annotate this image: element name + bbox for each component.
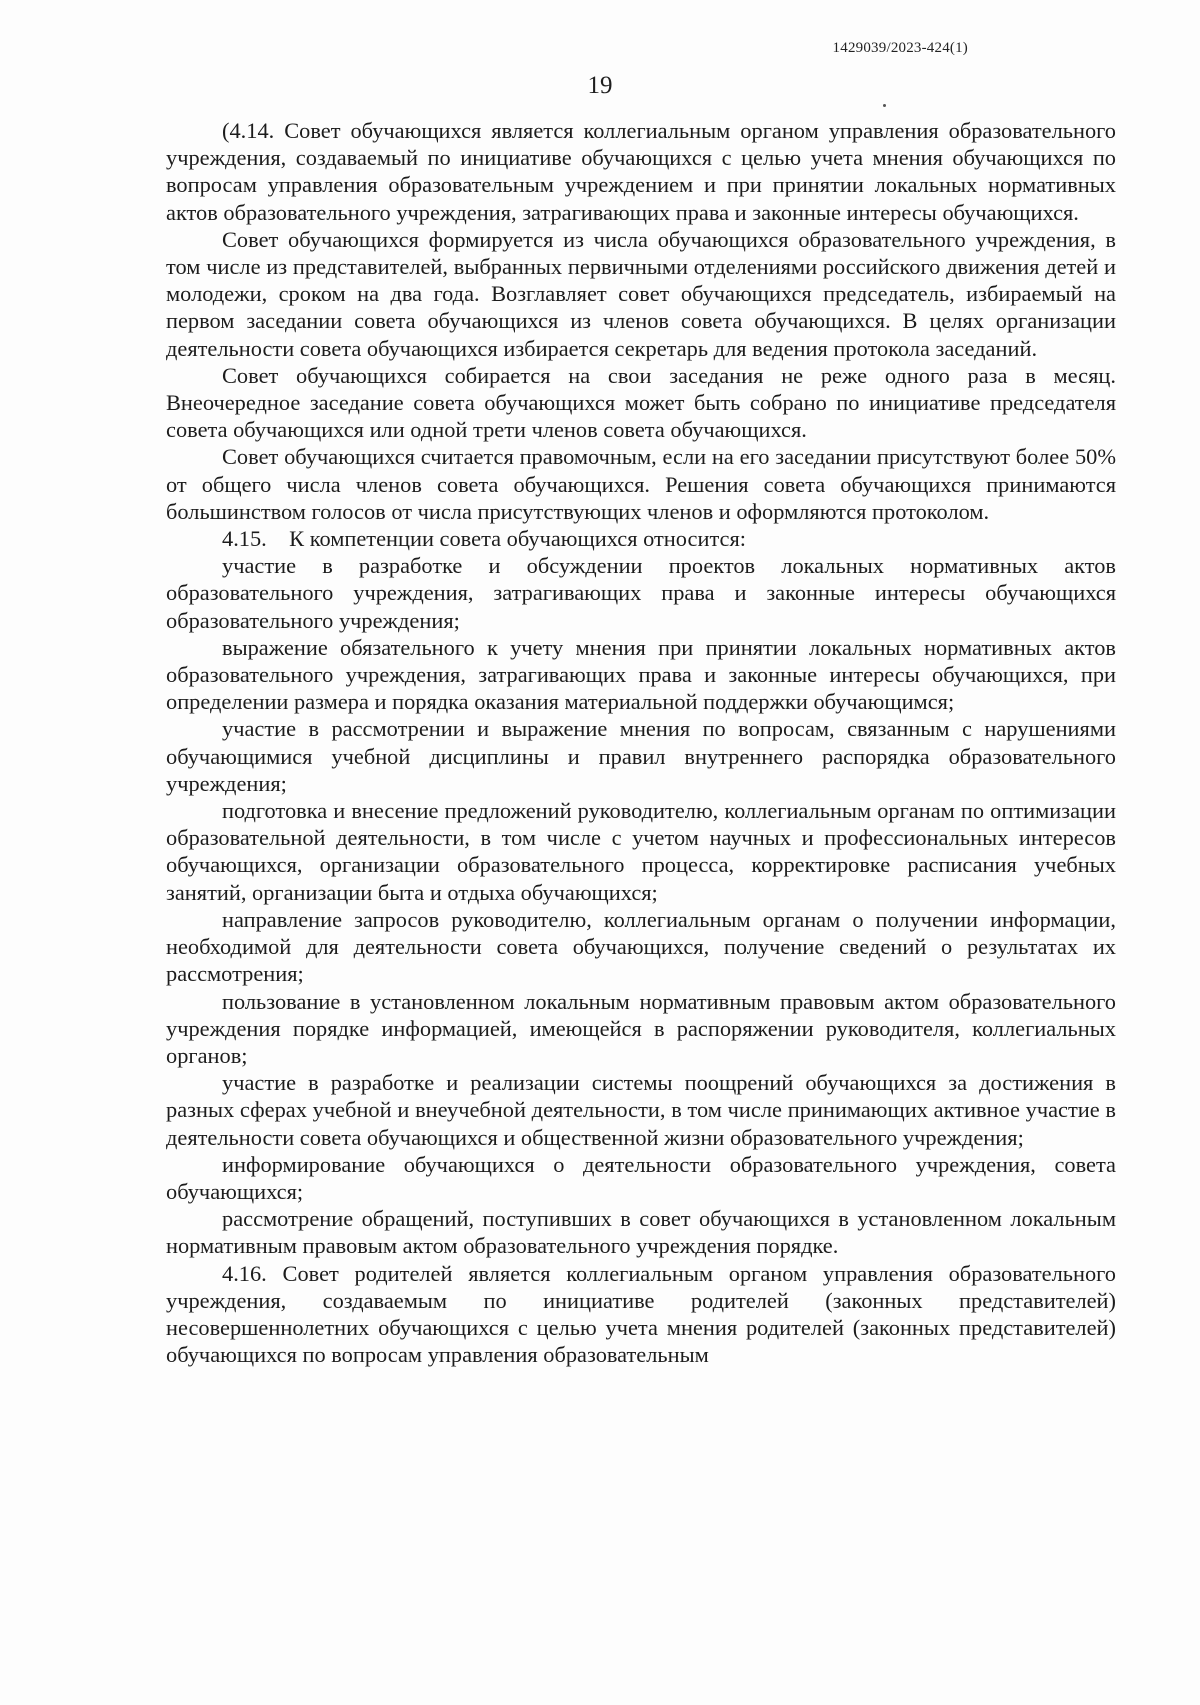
page-number: 19 <box>587 72 613 99</box>
competence-item: выражение обязательного к учету мнения при принятии локальных нормативных актов образовательного учреждения, затрагивающих права и законные интересы обучающихся, при определении размера и порядка оказания материальной поддержки обучающимся; <box>166 634 1116 715</box>
document-number: 1429039/2023-424(1) <box>832 40 968 56</box>
paragraph-4-14: (4.14. Совет обучающихся является коллегиальным органом управления образовательного учреждения, создаваемый по инициативе обучающихся с целью учета мнения обучающихся по вопросам управления образовательным учреждением и при принятии локальных нормативных актов образовательного учреждения, затрагивающих права и законные интересы обучающихся. <box>166 118 1116 225</box>
paragraph-council-meetings: Совет обучающихся собирается на свои заседания не реже одного раза в месяц. Внеочередное заседание совета обучающихся может быть собрано по инициативе председателя совета обучающихся или одной трети членов совета обучающихся. <box>166 362 1116 443</box>
competence-item: информирование обучающихся о деятельности образовательного учреждения, совета обучающихся; <box>166 1151 1116 1204</box>
paragraph-council-formation: Совет обучающихся формируется из числа обучающихся образовательного учреждения, в том числе из представителей, выбранных первичными отделениями российского движения детей и молодежи, сроком на два года. Возглавляет совет обучающихся председатель, избираемый на первом заседании совета обучающихся из членов совета обучающихся. В целях организации деятельности совета обучающихся избирается секретарь для ведения протокола заседаний. <box>166 226 1116 361</box>
competence-item: рассмотрение обращений, поступивших в совет обучающихся в установленном локальным нормативным правовым актом образовательного учреждения порядке. <box>166 1206 1116 1259</box>
paragraph-council-quorum: Совет обучающихся считается правомочным, если на его заседании присутствуют более 50% от общего числа членов совета обучающихся. Решения совета обучающихся принимаются большинством голосов от числа присутствующих членов и оформляются протоколом. <box>166 444 1116 524</box>
competence-item: подготовка и внесение предложений руководителю, коллегиальным органам по оптимизации образовательной деятельности, в том числе с учетом научных и профессиональных интересов обучающихся, организации образовательного процесса, корректировке расписания учебных занятий, организации быта и отдыха обучающихся; <box>166 798 1116 905</box>
paragraph-4-15: 4.15. К компетенции совета обучающихся относится: <box>222 526 746 552</box>
competence-item: участие в разработке и реализации системы поощрений обучающихся за достижения в разных сферах учебной и внеучебной деятельности, в том числе принимающих активное участие в деятельности совета обучающихся и общественной жизни образовательного учреждения; <box>166 1070 1116 1150</box>
document-body <box>166 117 1116 1368</box>
competence-item: участие в разработке и обсуждении проектов локальных нормативных актов образовательного учреждения, затрагивающих права и законные интересы обучающихся образовательного учреждения; <box>166 553 1116 633</box>
competence-item: участие в рассмотрении и выражение мнения по вопросам, связанным с нарушениями обучающимися учебной дисциплины и правил внутреннего распорядка образовательного учреждения; <box>166 716 1116 796</box>
competence-item: направление запросов руководителю, коллегиальным органам о получении информации, необходимой для деятельности совета обучающихся, получение сведений о результатах их рассмотрения; <box>166 906 1116 987</box>
scan-speck <box>883 104 886 107</box>
competence-item: пользование в установленном локальным нормативным правовым актом образовательного учреждения порядке информацией, имеющейся в распоряжении руководителя, коллегиальных органов; <box>166 988 1116 1068</box>
paragraph-4-16: 4.16. Совет родителей является коллегиальным органом управления образовательного учреждения, создаваемым по инициативе родителей (законных представителей) несовершеннолетних обучающихся с целью учета мнения родителей (законных представителей) обучающихся по вопросам управления образовательным <box>166 1260 1116 1368</box>
